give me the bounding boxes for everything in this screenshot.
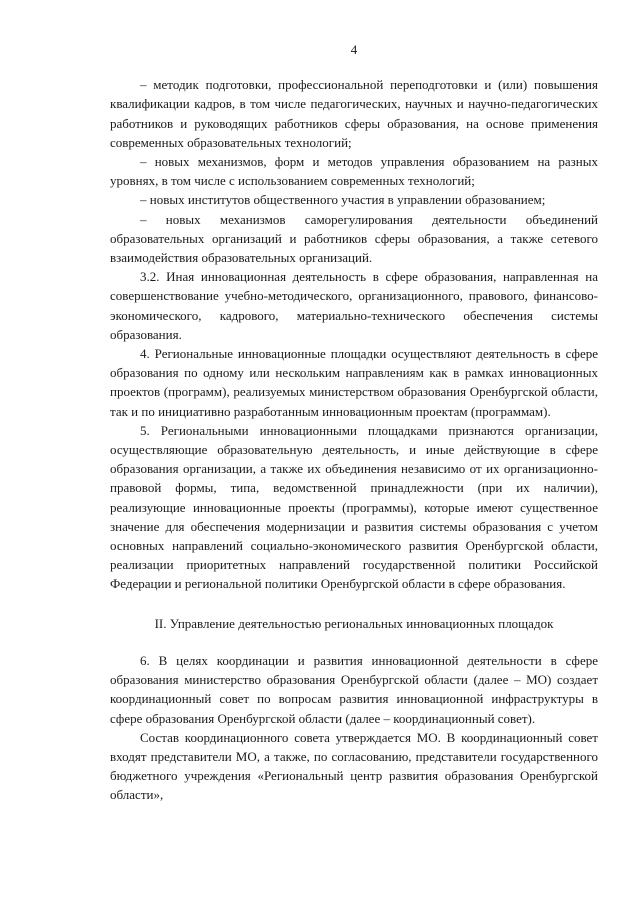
paragraph: – новых механизмов, форм и методов управления образованием на разных уровнях, в том числе с использованием современных технологий; (110, 154, 598, 189)
paragraph: 4. Региональные инновационные площадки осуществляют деятельность в сфере образования по одному или нескольким направлениям как в рамках инновационных проектов (программ), реализуемых министерством образования Оренбургской области, так и по инициативно разработанным инновационным проектам (программам). (110, 346, 598, 419)
paragraph: – новых институтов общественного участия в управлении образованием; (140, 192, 546, 208)
paragraph: Состав координационного совета утверждается МО. В координационный совет входят представители МО, а также, по согласованию, представители государственного бюджетного учреждения «Региональный центр развития образования Оренбургской области», (110, 729, 598, 803)
paragraph: 5. Региональными инновационными площадками признаются организации, осуществляющие образовательную деятельность, и иные действующие в сфере образования организации, а также их объединения независимо от их организационно-правовой формы, типа, ведомственной принадлежности (при их наличии), реализующие инновационные проекты (программы), которые имеют существенное значение для обеспечения модернизации и развития системы образования с учетом основных направлений социально-экономического развития Оренбургской области, реализации приоритетных направлений государственной политики Российской Федерации и региональной политики Оренбургской области в сфере образования. (110, 422, 598, 592)
section-heading: II. Управление деятельностью региональных инновационных площадок (154, 615, 554, 631)
paragraph: 6. В целях координации и развития инновационной деятельности в сфере образования министерство образования Оренбургской области (далее – МО) создает координационный совет по вопросам развития инновационной инфраструктуры в сфере образования Оренбургской области (далее – координационный совет). (110, 652, 598, 726)
paragraph: – методик подготовки, профессиональной переподготовки и (или) повышения квалификации кадров, в том числе педагогических, научных и научно-педагогических работников и руководящих работников сферы образования, на основе применения современных образовательных технологий; (110, 77, 598, 150)
paragraph: – новых механизмов саморегулирования деятельности объединений образовательных организаций и работников сферы образования, а также сетевого взаимодействия образовательных организаций. (110, 211, 598, 266)
paragraph: 3.2. Иная инновационная деятельность в сфере образования, направленная на совершенствование учебно-методического, организационного, правового, финансово-экономического, кадрового, материально-технического обеспечения системы образования. (110, 269, 598, 342)
page-number: 4 (350, 42, 358, 57)
